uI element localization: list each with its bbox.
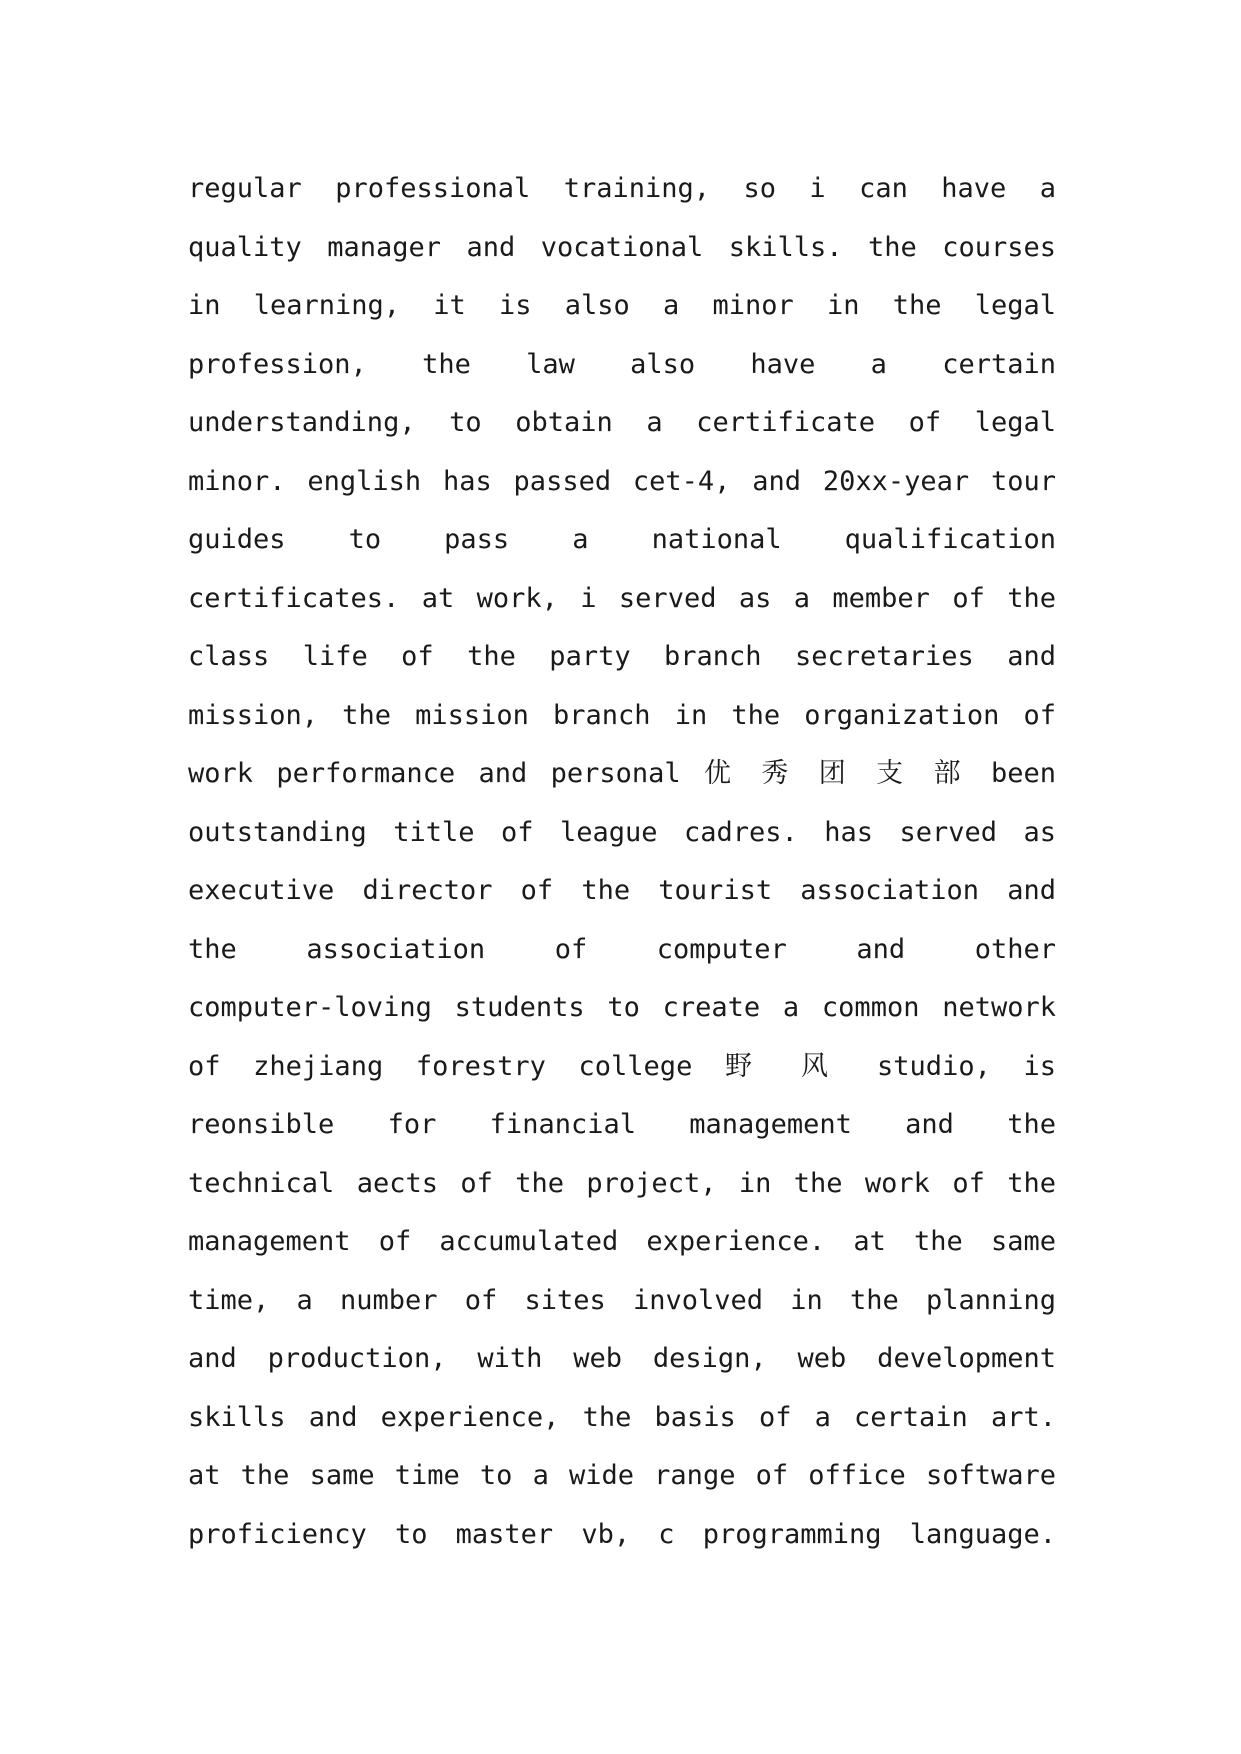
text-line: and production, with web design, web development (188, 1343, 1056, 1374)
text-line: quality manager and vocational skills. the courses (188, 231, 1056, 263)
body-text (188, 160, 1056, 1564)
text-line: guides to pass a national qualification (188, 524, 1056, 555)
text-line: work performance and personal 优 秀 团 支 部 been (188, 758, 1056, 789)
text-line: mission, the mission branch in the organization of (188, 699, 1056, 731)
text-line: certificates. at work, i served as a member of the (188, 582, 1056, 614)
text-line: technical aects of the project, in the work of the (188, 1167, 1056, 1199)
text-line: management of accumulated experience. at the same (188, 1226, 1056, 1257)
text-line: the association of computer and other (188, 933, 1056, 965)
text-line: understanding, to obtain a certificate of legal (188, 407, 1056, 438)
text-line: skills and experience, the basis of a certain art. (188, 1401, 1056, 1433)
text-line: outstanding title of league cadres. has served as (188, 816, 1056, 848)
text-line: minor. english has passed cet-4, and 20xx-year tour (188, 465, 1056, 497)
text-line: executive director of the tourist association and (188, 875, 1056, 906)
text-line: time, a number of sites involved in the planning (188, 1284, 1056, 1316)
text-line: of zhejiang forestry college 野 风 studio, is (188, 1050, 1056, 1082)
text-line: in learning, it is also a minor in the legal (188, 290, 1056, 321)
text-line: profession, the law also have a certain (188, 348, 1056, 380)
text-line: at the same time to a wide range of office software (188, 1460, 1056, 1491)
text-line: proficiency to master vb, c programming language. (188, 1518, 1056, 1550)
text-line: class life of the party branch secretaries and (188, 641, 1056, 672)
text-line: reonsible for financial management and the (188, 1109, 1056, 1140)
text-line: computer-loving students to create a common network (188, 992, 1056, 1023)
text-line: regular professional training, so i can have a (188, 173, 1056, 204)
